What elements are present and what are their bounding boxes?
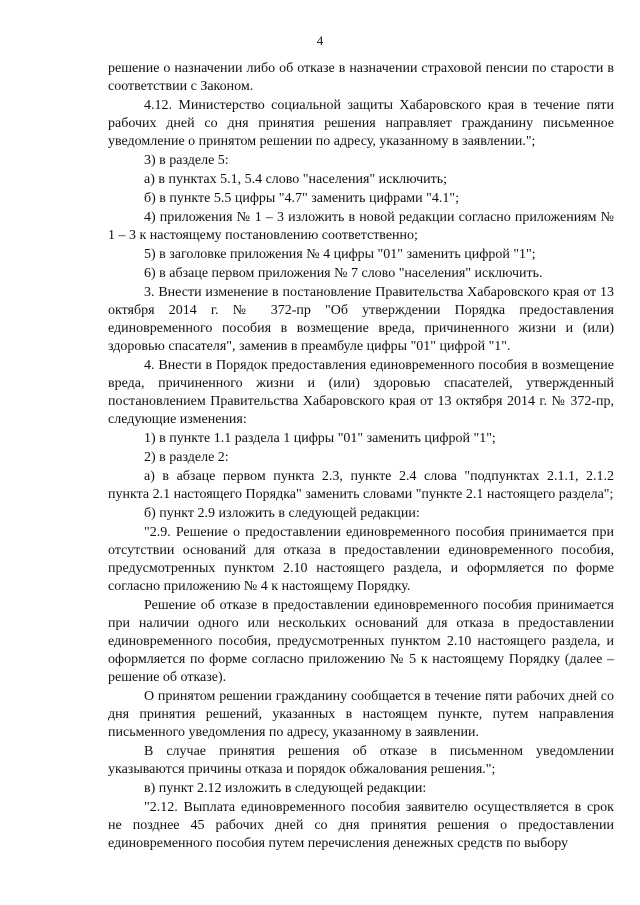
list-item-section-5: 3) в разделе 5: (144, 153, 229, 168)
list-item-section-2-a: а) в абзаце первом пункта 2.3, пункте 2.4 слова "подпунктах 2.1.1, 2.1.2 пункта 2.1 настоящего Порядка" заменить словами "пункте 2.1 настоящего раздела"; (108, 469, 614, 502)
paragraph-continuation: решение о назначении либо об отказе в назначении страховой пенсии по старости в соответствии с Законом. (108, 61, 614, 94)
list-item-section-2: 2) в разделе 2: (144, 450, 229, 465)
list-item-section-5-a: а) в пунктах 5.1, 5.4 слово "населения" исключить; (144, 172, 448, 187)
list-item-appendices: 4) приложения № 1 – 3 изложить в новой редакции согласно приложениям № 1 – 3 к настоящему постановлению соответственно; (108, 210, 614, 243)
paragraph-item-4: 4. Внести в Порядок предоставления единовременного пособия в возмещение вреда, причиненного жизни и (или) здоровью спасателей, утвержденный постановлением Правительства Хабаровского края от 13 октября 2014 г. № 372-пр, следующие изменения: (108, 358, 614, 427)
quoted-paragraph-refusal: Решение об отказе в предоставлении единовременного пособия принимается при наличии одного или нескольких оснований для отказа в предоставлении единовременного пособия, предусмотренных пунктом 2.10 настоящего раздела, и оформляется по форме согласно приложению № 5 к настоящему Порядку (далее – решение об отказе). (108, 598, 614, 685)
quoted-paragraph-2-9: "2.9. Решение о предоставлении единовременного пособия принимается при отсутствии оснований для отказа в предоставлении единовременного пособия, предусмотренных пунктом 2.10 настоящего раздела, и оформляется по форме согласно приложению № 4 к настоящему Порядку. (108, 525, 614, 594)
list-item-1-1: 1) в пункте 1.1 раздела 1 цифры "01" заменить цифрой "1"; (144, 431, 496, 446)
list-item-section-5-b: б) в пункте 5.5 цифры "4.7" заменить цифрами "4.1"; (144, 191, 459, 206)
page-number: 4 (316, 33, 324, 48)
list-item-section-2-b: б) пункт 2.9 изложить в следующей редакции: (144, 506, 420, 521)
document-body (108, 60, 614, 853)
list-item-appendix-7: 6) в абзаце первом приложения № 7 слово "населения" исключить. (144, 266, 543, 281)
paragraph-4-12: 4.12. Министерство социальной защиты Хабаровского края в течение пяти рабочих дней со дня принятия решения направляет гражданину письменное уведомление о принятом решении по адресу, указанному в заявлении."; (108, 98, 614, 149)
quoted-paragraph-2-12: "2.12. Выплата единовременного пособия заявителю осуществляется в срок не позднее 45 рабочих дней со дня принятия решения о предоставлении единовременного пособия путем перечисления денежных средств по выбору (108, 800, 614, 851)
quoted-paragraph-refusal-reasons: В случае принятия решения об отказе в письменном уведомлении указываются причины отказа и порядок обжалования решения."; (108, 744, 614, 777)
paragraph-item-3: 3. Внести изменение в постановление Правительства Хабаровского края от 13 октября 2014 г. № 372-пр "Об утверждении Порядка предоставления единовременного пособия в возмещение вреда, причиненного жизни и (или) здоровью спасателя", заменив в преамбуле цифры "01" цифрой "1". (108, 285, 614, 354)
list-item-appendix-4-title: 5) в заголовке приложения № 4 цифры "01" заменить цифрой "1"; (144, 247, 536, 262)
quoted-paragraph-notification: О принятом решении гражданину сообщается в течение пяти рабочих дней со дня принятия решений, указанных в настоящем пункте, путем направления письменного уведомления по адресу, указанному в заявлении. (108, 689, 614, 740)
list-item-section-2-c: в) пункт 2.12 изложить в следующей редакции: (144, 781, 427, 796)
